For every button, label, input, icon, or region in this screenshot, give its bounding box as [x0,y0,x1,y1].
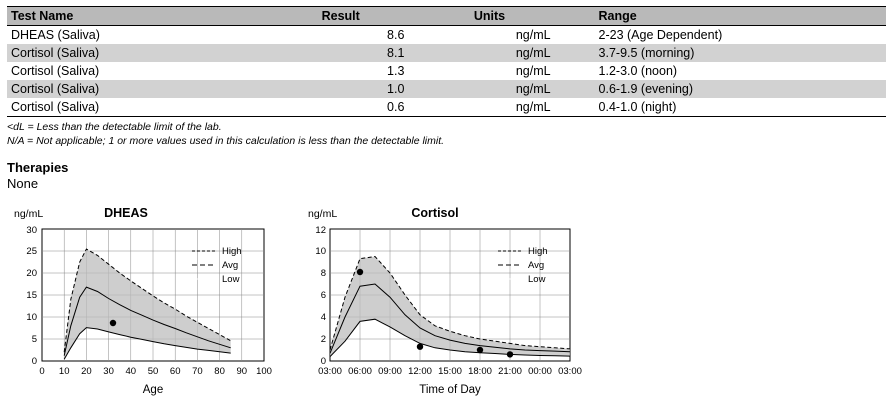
chart-dheas-ytick-3: 15 [26,290,37,302]
chart-dheas-unit-label: ng/mL [14,208,44,221]
chart-cortisol-legend [498,246,548,285]
chart-dheas-ytick-4: 20 [26,268,37,280]
chart-dheas-ytick-1: 5 [31,334,37,346]
chart-cortisol-data-point [477,347,483,353]
cell-test-name: DHEAS (Saliva) [11,28,100,42]
chart-cortisol-data-point [417,344,423,350]
chart-cortisol [300,203,600,401]
cell-range: 2-23 (Age Dependent) [598,28,723,42]
legend-label-high: High [222,246,242,258]
chart-cortisol-xtick-2: 09:00 [378,366,402,378]
table-bottom-divider [7,116,886,117]
cell-units: ng/mL [515,28,551,42]
footnote-detectable-limit: <dL = Less than the detectable limit of the lab. [7,121,222,133]
chart-cortisol-ytick-6: 12 [315,225,326,237]
cell-range: 0.6-1.9 (evening) [593,80,886,98]
chart-cortisol-ytick-3: 6 [320,290,326,302]
chart-dheas-xtick-10: 100 [256,366,272,378]
table-row [7,44,886,62]
chart-dheas-xtick-1: 10 [58,366,70,378]
chart-cortisol-x-ticks [318,366,582,377]
table-row [7,26,886,45]
chart-cortisol-ytick-1: 2 [320,334,326,346]
cell-test-name: Cortisol (Saliva) [11,100,100,114]
chart-cortisol-xtick-6: 21:00 [498,366,522,378]
chart-dheas-ytick-6: 30 [26,225,37,237]
legend-label-low: Low [222,274,240,286]
table-row [7,98,886,116]
chart-dheas-xtick-4: 40 [125,366,137,378]
charts-area [0,203,893,403]
column-header-range: Range [593,7,886,26]
chart-dheas-xlabel: Age [142,384,164,397]
chart-cortisol-ytick-5: 10 [315,246,326,258]
legend-label-low: Low [528,274,546,286]
column-header-units: Units [470,7,593,26]
chart-cortisol-ytick-4: 8 [320,268,326,280]
cell-result: 8.1 [318,44,470,62]
cell-units: ng/mL [515,64,551,78]
report-page [0,6,893,419]
therapies-value: None [7,176,39,192]
chart-dheas-xtick-3: 30 [103,366,114,378]
cell-result: 0.6 [387,100,405,114]
cell-range: 0.4-1.0 (night) [598,100,677,114]
cell-units: ng/mL [515,100,551,114]
chart-dheas-ytick-2: 10 [26,312,37,324]
chart-dheas-data-point [110,320,116,326]
chart-dheas-xtick-6: 60 [169,366,181,378]
chart-cortisol-data-point [357,269,363,275]
table-header-row [7,7,886,26]
cell-test-name: Cortisol (Saliva) [7,44,318,62]
chart-dheas-xtick-0: 0 [39,366,45,378]
cell-units: ng/mL [470,44,593,62]
cell-test-name: Cortisol (Saliva) [7,80,318,98]
column-header-test-name: Test Name [7,7,318,26]
chart-dheas-legend [192,246,242,285]
legend-label-avg: Avg [528,260,545,272]
cell-range: 1.2-3.0 (noon) [598,64,678,78]
cell-result: 1.0 [318,80,470,98]
column-header-result: Result [318,7,470,26]
chart-cortisol-xlabel: Time of Day [419,384,481,397]
chart-dheas-xtick-5: 50 [147,366,159,378]
chart-cortisol-xtick-0: 03:00 [318,366,342,378]
chart-cortisol-xtick-1: 06:00 [348,366,372,378]
chart-cortisol-xtick-5: 18:00 [468,366,492,378]
chart-cortisol-xtick-7: 00:00 [528,366,552,378]
cell-units: ng/mL [470,80,593,98]
chart-cortisol-title: Cortisol [411,206,459,221]
chart-dheas-range-band [64,249,231,359]
cell-test-name: Cortisol (Saliva) [11,64,100,78]
chart-cortisol-data-point [507,352,513,358]
chart-cortisol-y-ticks [315,225,326,367]
chart-cortisol-svg [300,203,600,401]
chart-cortisol-ytick-2: 4 [320,312,326,324]
chart-dheas-x-ticks [39,366,272,377]
chart-dheas-ytick-0: 0 [31,356,37,368]
results-table [7,6,886,116]
table-row [7,62,886,80]
chart-dheas-xtick-7: 70 [192,366,203,378]
cell-result: 8.6 [387,28,405,42]
chart-cortisol-xtick-4: 15:00 [438,366,462,378]
chart-cortisol-unit-label: ng/mL [308,208,338,221]
chart-dheas-ytick-5: 25 [26,246,37,258]
chart-dheas-xtick-8: 80 [214,366,225,378]
legend-label-avg: Avg [222,260,239,272]
legend-label-high: High [528,246,548,258]
chart-cortisol-ytick-0: 0 [320,356,326,368]
chart-dheas-xtick-9: 90 [236,366,248,378]
chart-dheas-y-ticks [26,225,37,367]
chart-cortisol-xtick-8: 03:00 [558,366,582,378]
cell-result: 1.3 [387,64,405,78]
chart-cortisol-xtick-3: 12:00 [408,366,432,378]
footnote-not-applicable: N/A = Not applicable; 1 or more values used in this calculation is less than the detectable limit. [7,135,445,148]
table-row [7,80,886,98]
chart-dheas [6,203,296,401]
therapies-heading: Therapies [7,160,69,176]
footnotes [7,120,886,148]
chart-dheas-title: DHEAS [104,206,148,221]
cell-range: 3.7-9.5 (morning) [593,44,886,62]
chart-dheas-svg [6,203,296,401]
chart-dheas-xtick-2: 20 [81,366,92,378]
